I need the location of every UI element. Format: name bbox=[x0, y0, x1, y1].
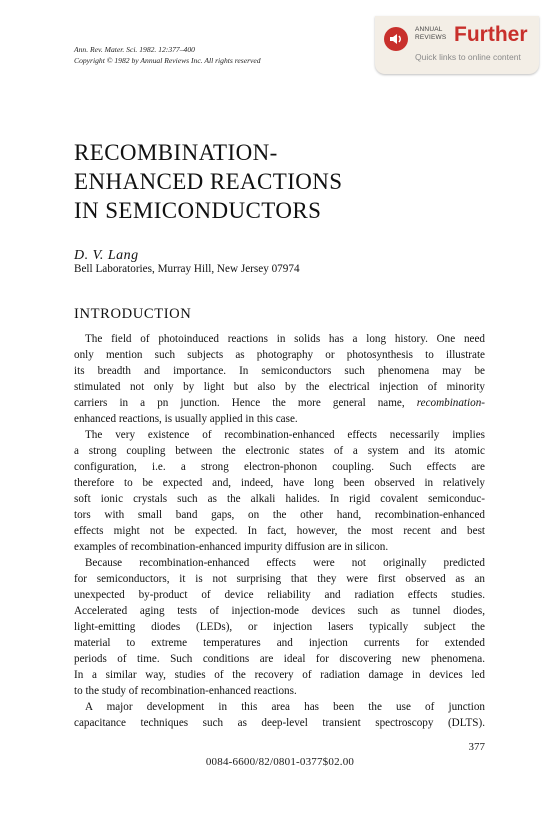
title-line-2: ENHANCED REACTIONS bbox=[74, 169, 343, 194]
body-line: unexpected by-product of device reliability and radiation effects studies. bbox=[74, 589, 485, 601]
title-line-1: RECOMBINATION- bbox=[74, 140, 278, 165]
author-affiliation: Bell Laboratories, Murray Hill, New Jersey 07974 bbox=[74, 263, 300, 275]
body-line: carriers in a pn junction. Hence the more general name, recombination- bbox=[74, 397, 485, 409]
annual-reviews-wordmark: ANNUAL REVIEWS bbox=[415, 26, 447, 41]
body-line: periods of time. Such conditions are ideal for discovering new phenomena. bbox=[74, 653, 485, 665]
body-line: tors with small band gaps, on the other hand, recombination-enhanced bbox=[74, 509, 485, 521]
body-line: to the study of recombination-enhanced reactions. bbox=[74, 685, 297, 697]
italic-term: recombination- bbox=[416, 397, 485, 409]
author-name: D. V. Lang bbox=[74, 248, 139, 263]
body-line: enhanced reactions, is usually applied in this case. bbox=[74, 413, 298, 425]
body-line: Because recombination-enhanced effects were not originally predicted bbox=[85, 557, 485, 569]
further-subtitle: Quick links to online content bbox=[415, 52, 521, 62]
body-line: a strong coupling between the electronic states of a system and its atomic bbox=[74, 445, 485, 457]
body-line: light-emitting diodes (LEDs), or injection lasers typically subject the bbox=[74, 621, 485, 633]
body-line: only mention such subjects as photography or photosynthesis to illustrate bbox=[74, 349, 485, 361]
body-line: therefore to be expected and, indeed, have long been observed in relatively bbox=[74, 477, 485, 489]
further-label: Further bbox=[454, 23, 528, 46]
body-line: its breadth and importance. In semiconductors such phenomena may be bbox=[74, 365, 485, 377]
body-line: A major development in this area has been the use of junction bbox=[85, 701, 485, 713]
body-line: configuration, i.e. a strong electron-phonon coupling. Such effects are bbox=[74, 461, 485, 473]
body-text bbox=[74, 331, 485, 731]
body-line: soft ionic crystals such as the alkali halides. In rigid covalent semiconduc- bbox=[74, 493, 485, 505]
body-line: stimulated not only by light but also by the electrical injection of minority bbox=[74, 381, 485, 393]
copyright-notice: Copyright © 1982 by Annual Reviews Inc. All rights reserved bbox=[74, 56, 261, 65]
body-line: Accelerated aging tests of injection-mode devices such as tunnel diodes, bbox=[74, 605, 485, 617]
journal-header bbox=[74, 44, 261, 66]
body-line: The very existence of recombination-enhanced effects necessarily implies bbox=[85, 429, 485, 441]
body-line: examples of recombination-enhanced impurity diffusion are in silicon. bbox=[74, 541, 389, 553]
page-number: 377 bbox=[468, 741, 485, 753]
article-title bbox=[74, 138, 343, 225]
article-code: 0084-6600/82/0801-0377$02.00 bbox=[205, 756, 355, 768]
body-line: The field of photoinduced reactions in solids has a long history. One need bbox=[85, 333, 485, 345]
section-heading: INTRODUCTION bbox=[74, 306, 192, 322]
further-links-badge[interactable] bbox=[375, 16, 539, 74]
speaker-arrow-icon bbox=[384, 27, 408, 51]
body-line: effects might not be expected. In fact, however, the most recent and best bbox=[74, 525, 485, 537]
body-line: material to extreme temperatures and injection currents for extended bbox=[74, 637, 485, 649]
title-line-3: IN SEMICONDUCTORS bbox=[74, 198, 322, 223]
body-line: for semiconductors, it is not surprising that they were first observed as an bbox=[74, 573, 485, 585]
body-line: In a similar way, studies of the recovery of radiation damage in devices led bbox=[74, 669, 485, 681]
body-line: capacitance techniques such as deep-level transient spectroscopy (DLTS). bbox=[74, 717, 485, 729]
journal-citation: Ann. Rev. Mater. Sci. 1982. 12:377–400 bbox=[74, 45, 195, 54]
